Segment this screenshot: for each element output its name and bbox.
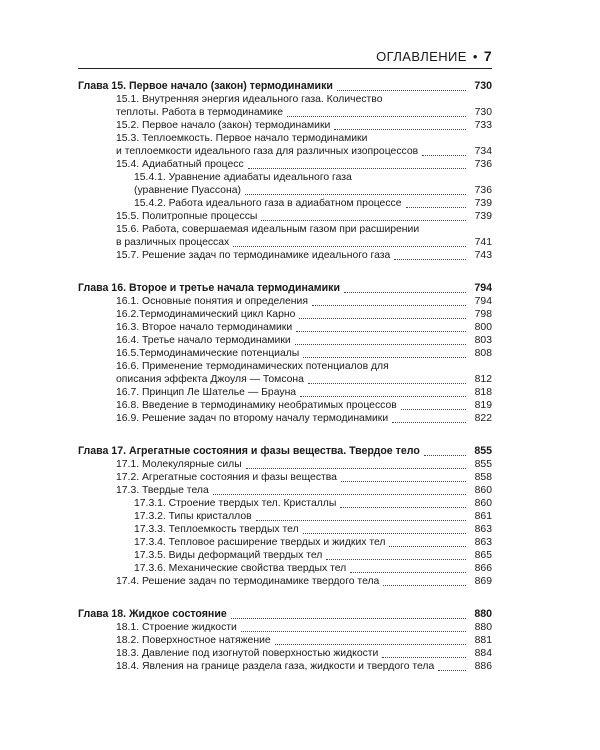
toc-entry[interactable]	[78, 484, 492, 497]
toc-entry[interactable]	[78, 106, 492, 119]
dot-leader	[383, 584, 466, 586]
dot-leader	[341, 480, 466, 482]
entry-label: 16.9. Решение задач по второму началу термодинамики	[116, 413, 389, 424]
dot-leader	[231, 617, 466, 619]
entry-page-number: 855	[474, 445, 492, 457]
entry-page-number: 736	[474, 185, 492, 196]
entry-label: 15.5. Политропные процессы	[116, 211, 258, 222]
entry-label: 18.3. Давление под изогнутой поверхностью жидкости	[116, 648, 379, 659]
entry-label: 18.4. Явления на границе раздела газа, жидкости и твердого тела	[116, 661, 435, 672]
toc-entry[interactable]	[78, 308, 492, 321]
dot-leader	[248, 167, 466, 169]
entry-label: 15.6. Работа, совершаемая идеальным газом при расширении	[116, 224, 420, 235]
toc-entry[interactable]	[78, 536, 492, 549]
dot-leader	[340, 506, 466, 508]
toc-entry[interactable]	[78, 171, 492, 184]
entry-page-number: 880	[474, 622, 492, 633]
toc-entry[interactable]	[78, 523, 492, 536]
toc-entry[interactable]	[78, 497, 492, 510]
running-header-title	[376, 48, 492, 64]
toc-entry[interactable]	[78, 510, 492, 523]
dot-leader	[344, 291, 466, 293]
entry-label: 17.3.4. Тепловое расширение твердых и жидких тел	[134, 537, 386, 548]
entry-page-number: 860	[474, 485, 492, 496]
entry-label: 16.5.Термодинамические потенциалы	[116, 348, 300, 359]
running-header	[78, 46, 492, 69]
entry-label: 15.4. Адиабатный процесс	[116, 159, 244, 170]
chapter-block	[78, 80, 492, 262]
entry-page-number: 739	[474, 211, 492, 222]
dot-leader	[337, 89, 466, 91]
dot-leader	[334, 128, 466, 130]
toc-entry[interactable]	[78, 347, 492, 360]
toc-entry[interactable]	[78, 360, 492, 373]
toc-entry[interactable]	[78, 575, 492, 588]
entry-page-number: 865	[474, 550, 492, 561]
entry-label: 15.3. Теплоемкость. Первое начало термодинамики	[116, 133, 368, 144]
toc-entry[interactable]	[78, 621, 492, 634]
entry-label: 16.4. Третье начало термодинамики	[116, 335, 291, 346]
dot-leader	[394, 258, 466, 260]
toc-entry[interactable]	[78, 210, 492, 223]
entry-page-number: 863	[474, 524, 492, 535]
chapter-heading[interactable]	[78, 608, 492, 621]
toc-entry[interactable]	[78, 660, 492, 673]
toc-entry[interactable]	[78, 132, 492, 145]
toc-entry[interactable]	[78, 197, 492, 210]
entry-page-number: 822	[474, 413, 492, 424]
entry-page-number: 812	[474, 374, 492, 385]
dot-leader	[299, 317, 466, 319]
entry-page-number: 818	[474, 387, 492, 398]
chapter-block	[78, 445, 492, 588]
entry-page-number: 808	[474, 348, 492, 359]
dot-leader	[382, 656, 466, 658]
entry-label: описания эффекта Джоуля — Томсона	[116, 374, 304, 385]
chapter-heading[interactable]	[78, 445, 492, 458]
toc-entry[interactable]	[78, 145, 492, 158]
toc-entry[interactable]	[78, 373, 492, 386]
entry-page-number: 743	[474, 250, 492, 261]
entry-label: и теплоемкости идеального газа для различных изопроцессов	[116, 146, 419, 157]
entry-label: 15.4.1. Уравнение адиабаты идеального газа	[134, 172, 352, 183]
dot-leader	[303, 356, 466, 358]
entry-label: Глава 18. Жидкое состояние	[78, 608, 227, 620]
entry-label: 15.4.2. Работа идеального газа в адиабатном процессе	[134, 198, 402, 209]
toc-entry[interactable]	[78, 158, 492, 171]
dot-leader	[308, 382, 466, 384]
entry-label: (уравнение Пуассона)	[134, 185, 241, 196]
dot-leader	[241, 630, 466, 632]
entry-page-number: 881	[474, 635, 492, 646]
toc-entry[interactable]	[78, 549, 492, 562]
toc-entry[interactable]	[78, 458, 492, 471]
toc-entry[interactable]	[78, 562, 492, 575]
entry-page-number: 861	[474, 511, 492, 522]
entry-label: в различных процессах	[116, 237, 230, 248]
toc-entry[interactable]	[78, 236, 492, 249]
entry-label: 17.3. Твердые тела	[116, 485, 209, 496]
entry-label: 16.2.Термодинамический цикл Карно	[116, 309, 296, 320]
dot-leader	[326, 558, 466, 560]
dot-leader	[438, 669, 466, 671]
entry-label: 16.1. Основные понятия и определения	[116, 296, 308, 307]
entry-page-number: 794	[474, 282, 492, 294]
entry-label: 17.4. Решение задач по термодинамике твердого тела	[116, 576, 380, 587]
entry-label: 15.1. Внутренняя энергия идеального газа. Количество	[116, 94, 383, 105]
dot-leader	[233, 245, 466, 247]
entry-page-number: 858	[474, 472, 492, 483]
dot-leader	[300, 395, 466, 397]
dot-leader	[213, 493, 466, 495]
toc-entry[interactable]	[78, 119, 492, 132]
entry-label: теплоты. Работа в термодинамике	[116, 107, 284, 118]
entry-label: 15.2. Первое начало (закон) термодинамики	[116, 120, 331, 131]
entry-page-number: 741	[474, 237, 492, 248]
entry-page-number: 736	[474, 159, 492, 170]
entry-label: 17.3.6. Механические свойства твердых тел	[134, 563, 347, 574]
toc-entry[interactable]	[78, 471, 492, 484]
entry-label: 16.7. Принцип Ле Шателье — Брауна	[116, 387, 297, 398]
entry-page-number: 794	[474, 296, 492, 307]
entry-page-number: 803	[474, 335, 492, 346]
toc-entry[interactable]	[78, 184, 492, 197]
entry-page-number: 819	[474, 400, 492, 411]
entry-page-number: 798	[474, 309, 492, 320]
entry-label: 16.8. Введение в термодинамику необратимых процессов	[116, 400, 397, 411]
chapter-heading[interactable]	[78, 80, 492, 93]
entry-label: 18.1. Строение жидкости	[116, 622, 237, 633]
dot-leader	[312, 304, 466, 306]
entry-label: 17.3.3. Теплоемкость твердых тел	[134, 524, 299, 535]
dot-leader	[245, 193, 466, 195]
entry-label: 16.6. Применение термодинамических потенциалов для	[116, 361, 389, 372]
toc-entry[interactable]	[78, 399, 492, 412]
entry-label: 17.3.2. Типы кристаллов	[134, 511, 252, 522]
dot-leader	[422, 154, 466, 156]
page-number: 7	[483, 48, 492, 64]
header-separator: •	[472, 49, 478, 64]
dot-leader	[246, 467, 466, 469]
toc-entry[interactable]	[78, 249, 492, 262]
entry-label: 17.3.5. Виды деформаций твердых тел	[134, 550, 323, 561]
dot-leader	[275, 643, 466, 645]
entry-label: 18.2. Поверхностное натяжение	[116, 635, 271, 646]
dot-leader	[392, 421, 466, 423]
entry-page-number: 730	[474, 80, 492, 92]
entry-page-number: 734	[474, 146, 492, 157]
table-of-contents	[78, 80, 492, 693]
dot-leader	[287, 115, 466, 117]
dot-leader	[295, 343, 466, 345]
chapter-heading[interactable]	[78, 282, 492, 295]
toc-entry[interactable]	[78, 412, 492, 425]
toc-entry[interactable]	[78, 93, 492, 106]
entry-label: Глава 15. Первое начало (закон) термодинамики	[78, 80, 333, 92]
entry-page-number: 863	[474, 537, 492, 548]
entry-label: 17.1. Молекулярные силы	[116, 459, 242, 470]
dot-leader	[401, 408, 466, 410]
entry-label: 15.7. Решение задач по термодинамике идеального газа	[116, 250, 391, 261]
chapter-block	[78, 282, 492, 425]
section-title: ОГЛАВЛЕНИЕ	[376, 49, 467, 64]
entry-page-number: 855	[474, 459, 492, 470]
entry-page-number: 739	[474, 198, 492, 209]
entry-label: 17.3.1. Строение твердых тел. Кристаллы	[134, 498, 337, 509]
toc-entry[interactable]	[78, 295, 492, 308]
entry-page-number: 884	[474, 648, 492, 659]
dot-leader	[256, 519, 466, 521]
toc-entry[interactable]	[78, 386, 492, 399]
dot-leader	[296, 330, 466, 332]
toc-entry[interactable]	[78, 321, 492, 334]
toc-entry[interactable]	[78, 647, 492, 660]
entry-page-number: 886	[474, 661, 492, 672]
toc-entry[interactable]	[78, 223, 492, 236]
dot-leader	[303, 532, 466, 534]
entry-page-number: 860	[474, 498, 492, 509]
entry-label: Глава 16. Второе и третье начала термодинамики	[78, 282, 340, 294]
dot-leader	[261, 219, 466, 221]
entry-page-number: 880	[474, 608, 492, 620]
entry-page-number: 730	[474, 107, 492, 118]
dot-leader	[406, 206, 466, 208]
dot-leader	[424, 454, 466, 456]
entry-label: 16.3. Второе начало термодинамики	[116, 322, 293, 333]
entry-page-number: 869	[474, 576, 492, 587]
entry-page-number: 866	[474, 563, 492, 574]
entry-label: Глава 17. Агрегатные состояния и фазы вещества. Твердое тело	[78, 445, 420, 457]
entry-page-number: 733	[474, 120, 492, 131]
toc-entry[interactable]	[78, 634, 492, 647]
entry-label: 17.2. Агрегатные состояния и фазы вещества	[116, 472, 337, 483]
toc-entry[interactable]	[78, 334, 492, 347]
chapter-block	[78, 608, 492, 673]
dot-leader	[389, 545, 466, 547]
entry-page-number: 800	[474, 322, 492, 333]
dot-leader	[350, 571, 466, 573]
